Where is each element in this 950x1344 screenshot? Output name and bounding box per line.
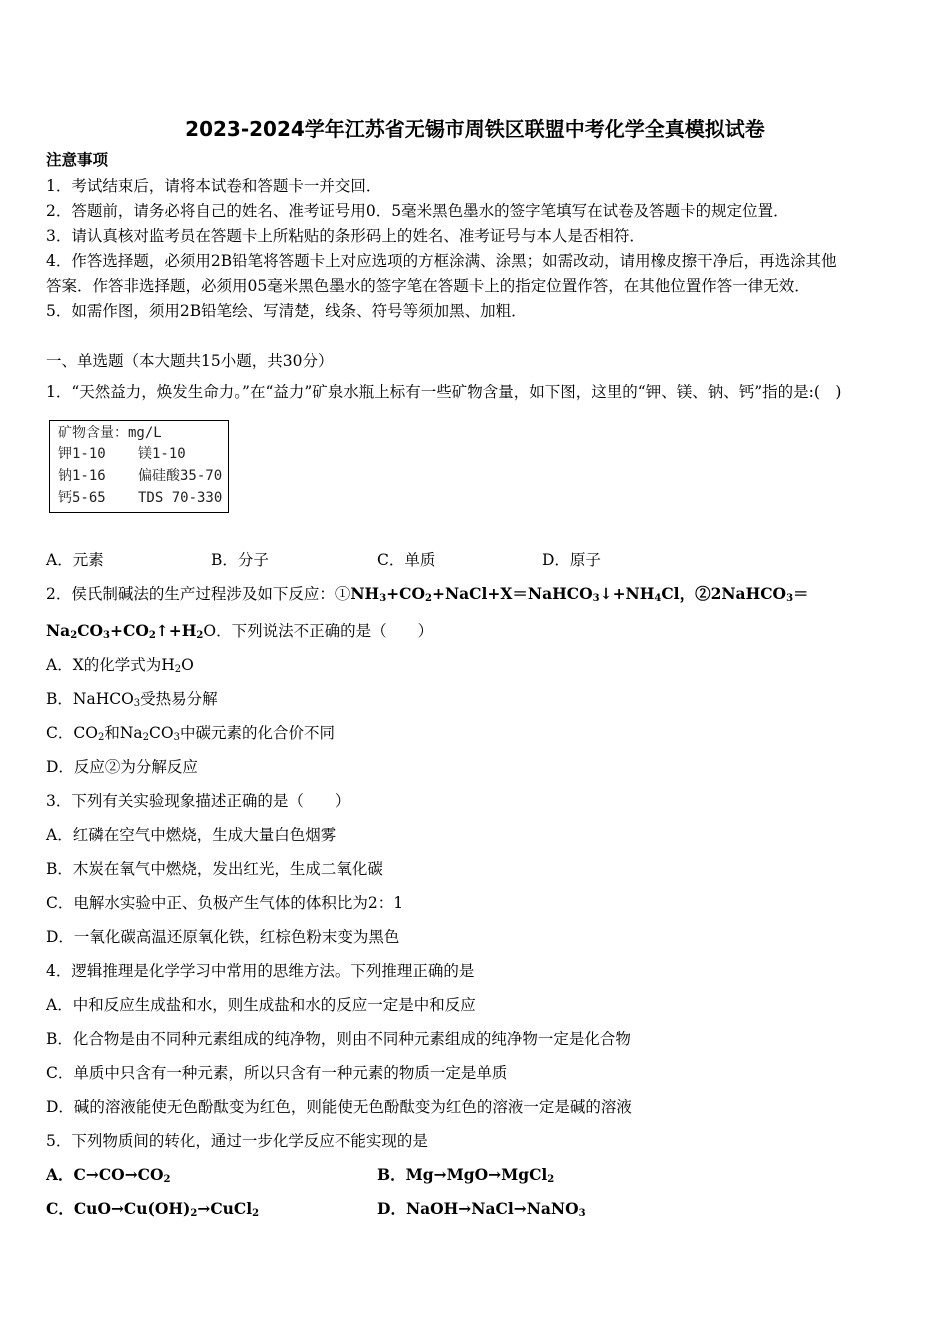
text: +NaCl+X＝NaHCO xyxy=(431,584,593,603)
text: B．Mg→MgO→MgCl xyxy=(377,1165,548,1184)
mineral-row xyxy=(58,466,223,487)
question-2-stem xyxy=(46,584,809,604)
text: CO xyxy=(77,621,104,640)
page-title: 2023-2024学年江苏省无锡市周铁区联盟中考化学全真模拟试卷 xyxy=(185,117,765,141)
notice-item: 5．如需作图，须用2B铅笔绘、写清楚，线条、符号等须加黑、加粗． xyxy=(46,302,527,320)
option-a xyxy=(46,655,194,675)
text: 2．侯氏制碱法的生产过程涉及如下反应：① xyxy=(46,585,351,603)
subscript: 3 xyxy=(173,732,180,743)
subscript: 2 xyxy=(190,1208,198,1219)
subscript: 3 xyxy=(578,1208,586,1219)
notice-item: 2．答题前，请务必将自己的姓名、准考证号用0．5毫米黑色墨水的签字笔填写在试卷及答题卡的规定位置． xyxy=(46,202,789,220)
text: →CuCl xyxy=(197,1199,253,1218)
mineral-row xyxy=(58,488,223,509)
subscript: 3 xyxy=(379,593,387,604)
subscript: 2 xyxy=(252,1208,260,1219)
notice-item: 答案．作答非选择题，必须用05毫米黑色墨水的签字笔在答题卡上的指定位置作答，在其他位置作答一律无效． xyxy=(46,277,810,295)
option-a: A．红磷在空气中燃烧，生成大量白色烟雾 xyxy=(46,826,337,844)
text: B．NaHCO xyxy=(46,690,134,708)
text: Cl，② xyxy=(661,584,711,603)
text: 2NaHCO xyxy=(710,584,787,603)
notice-item: 3．请认真核对监考员在答题卡上所粘贴的条形码上的姓名、准考证号与本人是否相符． xyxy=(46,227,645,245)
subscript: 2 xyxy=(163,1174,171,1185)
text: C．CuO→Cu(OH) xyxy=(46,1199,191,1218)
text: Na xyxy=(46,621,71,640)
notice-item: 4．作答选择题，必须用2B铅笔将答题卡上对应选项的方框涂满、涂黑；如需改动，请用橡皮擦干净后，再选涂其他 xyxy=(46,252,837,270)
option-b xyxy=(46,689,218,709)
subscript: 4 xyxy=(654,593,662,604)
mineral-cell: 钙5-65 xyxy=(58,490,106,506)
mineral-content-table xyxy=(49,420,229,513)
subscript: 2 xyxy=(196,630,204,641)
option-c: C．单质 xyxy=(377,551,436,569)
text: D．NaOH→NaCl→NaNO xyxy=(377,1199,579,1218)
text: O xyxy=(181,656,194,674)
text: ＝ xyxy=(793,584,809,603)
formula xyxy=(350,584,710,603)
option-b: B．木炭在氧气中燃烧，发出红光，生成二氧化碳 xyxy=(46,860,383,878)
text: A．X的化学式为H xyxy=(46,656,175,674)
mineral-cell: TDS 70-330 xyxy=(138,490,223,506)
mineral-cell: 镁1-10 xyxy=(138,446,186,462)
text: +CO xyxy=(386,584,425,603)
subscript: 3 xyxy=(592,593,600,604)
option-d: D．碱的溶液能使无色酚酞变为红色，则能使无色酚酞变为红色的溶液一定是碱的溶液 xyxy=(46,1098,632,1116)
option-a: A．中和反应生成盐和水，则生成盐和水的反应一定是中和反应 xyxy=(46,996,476,1014)
option-d: D．一氧化碳高温还原氧化铁，红棕色粉末变为黑色 xyxy=(46,928,400,946)
option-b xyxy=(377,1165,554,1185)
question-1-stem: 1．“天然益力，焕发生命力。”在“益力”矿泉水瓶上标有一些矿物含量，如下图，这里的“钾、镁、钠、钙”指的是:( ) xyxy=(46,383,842,401)
notice-heading: 注意事项 xyxy=(46,150,109,169)
question-5-stem: 5．下列物质间的转化，通过一步化学反应不能实现的是 xyxy=(46,1132,428,1150)
option-c: C．单质中只含有一种元素，所以只含有一种元素的物质一定是单质 xyxy=(46,1064,508,1082)
text: NH xyxy=(350,584,380,603)
text: +CO xyxy=(110,621,149,640)
subscript: 3 xyxy=(133,698,141,709)
subscript: 2 xyxy=(70,630,78,641)
mineral-cell: 偏硅酸35-70 xyxy=(138,468,223,484)
subscript: 2 xyxy=(142,732,149,743)
option-d: D．原子 xyxy=(542,551,601,569)
mineral-table-header: 矿物含量：mg/L xyxy=(58,425,162,441)
mineral-cell: 钾1-10 xyxy=(58,446,106,462)
question-4-stem: 4．逻辑推理是化学学习中常用的思维方法。下列推理正确的是 xyxy=(46,962,475,980)
subscript: 2 xyxy=(148,630,156,641)
subscript: 2 xyxy=(425,593,432,604)
formula xyxy=(711,584,809,603)
formula xyxy=(46,621,203,640)
text: CO xyxy=(149,724,174,742)
subscript: 3 xyxy=(103,630,110,641)
text: 受热易分解 xyxy=(140,690,218,708)
option-c: C．电解水实验中正、负极产生气体的体积比为2：1 xyxy=(46,894,404,912)
text: C．CO xyxy=(46,724,98,742)
option-a xyxy=(46,1165,170,1185)
notice-item: 1．考试结束后，请将本试卷和答题卡一并交回． xyxy=(46,177,382,195)
subscript: 2 xyxy=(547,1174,555,1185)
subscript: 3 xyxy=(786,593,794,604)
subscript: 2 xyxy=(174,664,182,675)
text: A．C→CO→CO xyxy=(46,1165,164,1184)
option-b: B．分子 xyxy=(211,551,269,569)
section-heading: 一、单选题（本大题共15小题，共30分） xyxy=(46,352,334,370)
text: O．下列说法不正确的是（ ） xyxy=(203,622,434,640)
question-3-stem: 3．下列有关实验现象描述正确的是（ ） xyxy=(46,792,351,810)
option-d xyxy=(377,1199,586,1219)
text: 和Na xyxy=(104,724,143,742)
text: 中碳元素的化合价不同 xyxy=(179,724,335,742)
option-c xyxy=(46,723,335,743)
option-b: B．化合物是由不同种元素组成的纯净物，则由不同种元素组成的纯净物一定是化合物 xyxy=(46,1030,631,1048)
text: ↑+H xyxy=(155,621,197,640)
option-c xyxy=(46,1199,259,1219)
subscript: 2 xyxy=(97,732,105,743)
mineral-cell: 钠1-16 xyxy=(58,468,106,484)
option-a: A．元素 xyxy=(46,551,104,569)
mineral-row xyxy=(58,444,186,465)
text: ↓+NH xyxy=(599,584,655,603)
option-d: D．反应②为分解反应 xyxy=(46,758,198,776)
question-2-stem-cont xyxy=(46,621,433,641)
